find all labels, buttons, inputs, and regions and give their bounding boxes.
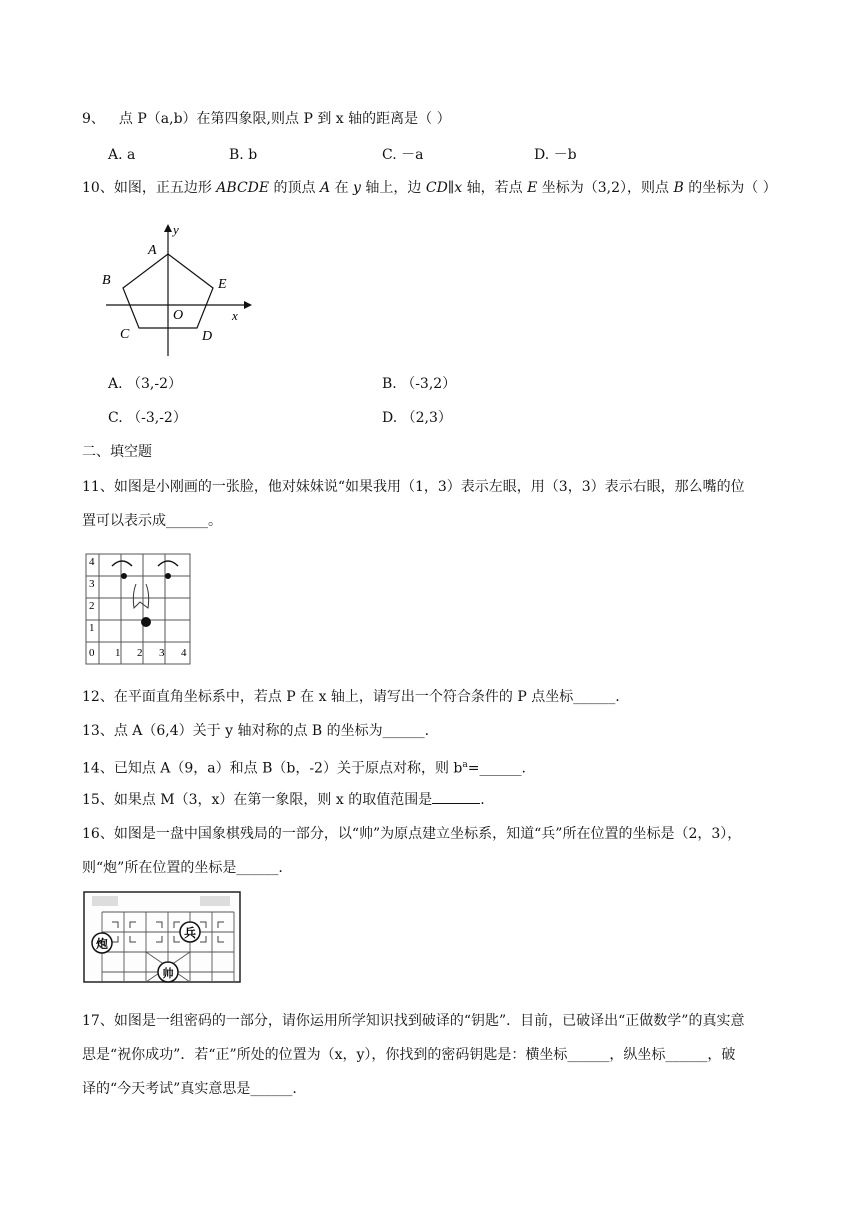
svg-text:1: 1 (115, 647, 121, 659)
q10-option-d: D. （2,3） (382, 410, 452, 426)
svg-text:炮: 炮 (95, 937, 109, 951)
label-x: x (232, 308, 238, 323)
svg-text:兵: 兵 (183, 926, 197, 940)
q17-line3: 译的“今天考试”真实意思是______. (82, 1081, 297, 1097)
q9-text: 点 P（a,b）在第四象限,则点 P 到 x 轴的距离是（ ） (118, 111, 451, 127)
q9-number: 9、 (82, 111, 105, 127)
q9-stem (82, 109, 451, 129)
shuai-piece (158, 962, 178, 982)
svg-text:3: 3 (89, 578, 95, 590)
svg-text:0: 0 (89, 647, 95, 659)
svg-text:帅: 帅 (162, 967, 174, 980)
pentagon-figure (96, 218, 256, 360)
label-y: y (173, 222, 179, 237)
q15: 15、如果点 M（3，x）在第一象限，则 x 的取值范围是 . (82, 789, 485, 810)
q10-option-c: C. （-3,-2） (108, 410, 187, 426)
q14: 14、已知点 A（9，a）和点 B（b，-2）关于原点对称，则 $b^a=\_\_\_\_\_\_$. (82, 760, 526, 777)
face-grid-figure (84, 550, 198, 668)
svg-text:4: 4 (89, 556, 95, 568)
q10-option-b: B. （-3,2） (382, 376, 457, 392)
left-eye (121, 573, 127, 579)
right-eye (165, 573, 171, 579)
q9-option-b: B. b (229, 147, 258, 163)
section-title: 二、填空题 (82, 444, 152, 460)
label-O: O (173, 308, 184, 323)
label-E: E (218, 277, 227, 292)
q10-option-a: A. （3,-2） (108, 376, 183, 392)
q13: 13、点 A（6,4）关于 y 轴对称的点 B 的坐标为______. (82, 723, 430, 739)
svg-text:4: 4 (181, 647, 187, 659)
q17-line2: 思是“祝你成功”．若“正”所处的位置为（x，y），你找到的密码钥匙是：横坐标______，纵坐标______，破 (82, 1047, 736, 1063)
q11-line2: 置可以表示成______。 (82, 513, 222, 529)
q16-line1: 16、如图是一盘中国象棋残局的一部分，以“帅”为原点建立坐标系，知道“兵”所在位置的坐标是（2，3）， (82, 826, 742, 842)
svg-text:2: 2 (89, 600, 95, 612)
svg-text:2: 2 (137, 647, 143, 659)
q9-option-d: D. －b (534, 147, 577, 163)
q12: 12、在平面直角坐标系中，若点 P 在 x 轴上，请写出一个符合条件的 P 点坐标______. (82, 689, 620, 705)
label-B: B (102, 273, 111, 288)
answer-blank (432, 789, 480, 804)
right-eyebrow (158, 561, 178, 566)
q9-option-a: A. a (108, 147, 136, 163)
q11-line1: 11、如图是小刚画的一张脸，他对妹妹说“如果我用（1，3）表示左眼，用（3，3）表示右眼，那么嘴的位 (82, 479, 745, 495)
label-A: A (148, 243, 157, 258)
svg-text:3: 3 (159, 647, 165, 659)
q10-stem: 10、如图，正五边形 ABCDE 的顶点 A 在 y 轴上，边 CD∥x 轴，若点 E 坐标为（3,2），则点 B 的坐标为（ ） (82, 180, 777, 196)
q9-option-c: C. －a (382, 147, 424, 163)
q16-line2: 则“炮”所在位置的坐标是______. (82, 860, 283, 876)
left-eyebrow (112, 561, 132, 566)
chess-board-figure (82, 890, 242, 984)
svg-text:1: 1 (89, 622, 95, 634)
bing-piece (180, 922, 200, 942)
pao-piece (92, 933, 112, 953)
label-D: D (202, 329, 213, 344)
label-C: C (120, 327, 130, 342)
nose (133, 584, 148, 608)
mouth (141, 617, 151, 627)
q17-line1: 17、如图是一组密码的一部分，请你运用所学知识找到破译的“钥匙”．目前，已破译出“正做数学”的真实意 (82, 1013, 745, 1029)
